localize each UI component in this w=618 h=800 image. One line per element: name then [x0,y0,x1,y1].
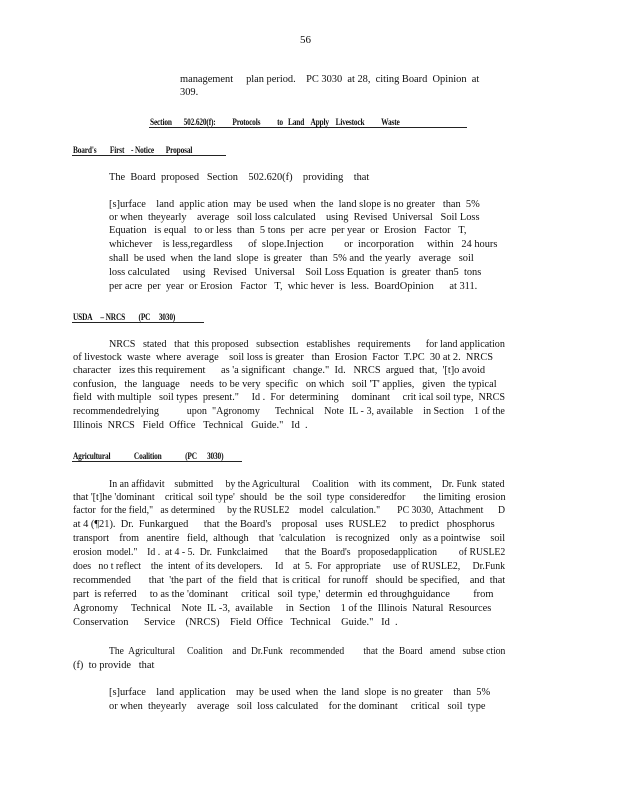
coalition-p1-line-7: does no t reflect the intent of its developers. Id at 5. For appropriate use of RUSLE2, Dr.Funk [73,561,506,572]
usda-line-5: field with multiple soil types present." Id . For determining dominant crit ical soil type, NRCS [73,392,506,403]
usda-line-7: Illinois NRCS Field Office Technical Guide." Id . [73,420,308,431]
section-heading-underline [149,127,467,128]
coalition-p1-line-5: transport from anentire field, although that 'calculation is recognized only as a pointwise soil [73,533,506,544]
coalition-p2-line-1: The Agricultural Coalition and Dr.Funk recommended that the Board amend subse ction [109,646,506,657]
board-quote-line-2: or when theyearly average soil loss calculated using Revised Universal Soil Loss [109,212,480,223]
final-quote-line-2: or when theyearly average soil loss calculated for the dominant critical soil type [109,701,486,712]
coalition-p1-line-8: recommended that 'the part of the field that is critical for runoff should be specified, and that [73,575,506,586]
coalition-p1-line-11: Conservation Service (NRCS) Field Office Technical Guide." Id . [73,617,398,628]
coalition-p1-line-1: In an affidavit submitted by the Agricultural Coalition with its comment, Dr. Funk stated [109,479,505,490]
coalition-p1-line-6: erosion model." Id . at 4 - 5. Dr. Funkclaimed that the Board's proposedapplication of RUSLE2 [73,547,506,558]
board-quote-line-1: [s]urface land applic ation may be used when the land slope is no greater than 5% [109,199,480,210]
intro-line-2: 309. [180,87,199,98]
intro-line-1: management plan period. PC 3030 at 28, citing Board Opinion at [180,74,480,85]
board-quote-line-6: loss calculated using Revised Universal Soil Loss Equation is greater than5 tons [109,267,482,278]
agricultural-coalition-underline [72,461,242,462]
coalition-p1-line-2: that '[t]he 'dominant critical soil type' should be the soil type consideredfor the limiting erosion [73,492,506,503]
coalition-p1-line-3: factor for the field," as determined by the RUSLE2 model calculation." PC 3030, Attachment D [73,505,506,516]
final-quote-line-1: [s]urface land application may be used when the land slope is no greater than 5% [109,687,491,698]
section-heading: Section 502.620(f): Protocols to Land Apply Livestock Waste [150,117,400,127]
coalition-p1-line-9: part is referred to as the 'dominant critical soil type,' determin ed throughguidance from [73,589,494,600]
board-first-notice-underline [72,155,226,156]
usda-line-4: confusion, the language needs to be very specific on which soil 'T' applies, given the typical [73,379,497,390]
board-quote-line-7: per acre per year or Erosion Factor T, whic hever is less. BoardOpinion at 311. [109,281,478,292]
usda-line-1: NRCS stated that this proposed subsection establishes requirements for land application [109,339,505,350]
usda-line-6: recommendedrelying upon "Agronomy Technical Note IL - 3, available in Section 1 of the [73,406,505,417]
board-proposal-lead: The Board proposed Section 502.620(f) providing that [109,172,370,183]
agricultural-coalition-heading: Agricultural Coalition (PC 3030) [73,451,224,461]
board-quote-line-5: shall be used when the land slope is greater than 5% and the yearly average soil [109,253,474,264]
usda-line-3: character izes this requirement as 'a significant change." Id. NRCS argued that, '[t]o avoid [73,365,486,376]
coalition-p1-line-4: at 4 (¶21). Dr. Funkargued that the Board's proposal uses RUSLE2 to predict phosphorus [73,519,495,530]
page-number: 56 [300,34,311,46]
usda-line-2: of livestock waste where average soil loss is greater than Erosion Factor T.PC 30 at 2. NRCS [73,352,494,363]
usda-nrcs-underline [72,322,204,323]
board-quote-line-4: whichever is less,regardless of slope.Injection or incorporation within 24 hours [109,239,498,250]
usda-nrcs-heading: USDA – NRCS (PC 3030) [73,312,176,322]
coalition-p1-line-10: Agronomy Technical Note IL -3, available in Section 1 of the Illinois Natural Resources [73,603,492,614]
board-quote-line-3: Equation is equal to or less than 5 tons per acre per year or Erosion Factor T, [109,225,467,236]
board-first-notice-heading: Board's First - Notice Proposal [73,145,193,155]
coalition-p2-line-2: (f) to provide that [73,660,155,671]
